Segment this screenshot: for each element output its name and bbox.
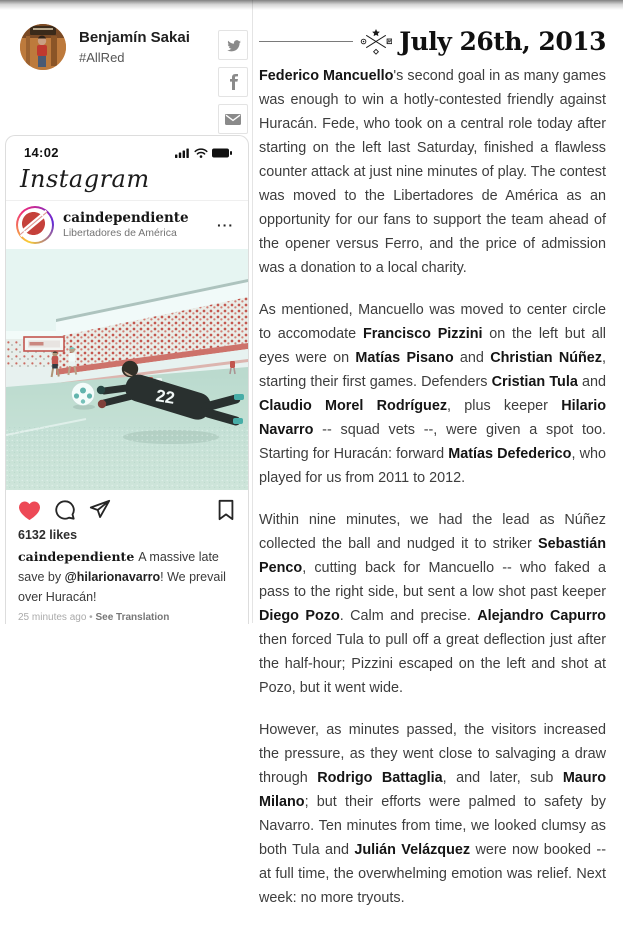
instagram-phone-mockup — [5, 135, 249, 624]
article-paragraph-3: Within nine minutes, we had the lead as Núñez collected the ball and nudged it to striker Sebastián Penco, cutting back for Mancuello -- who faked a pass to the right side, but sent a low shot past keeper Diego Pozo. Calm and precise. Alejandro Capurro then forced Tula to pull off a great deflection just after the half-hour; Pizzini escaped on the left and shot at Pozo, but it went wide. — [259, 512, 606, 696]
share-email-button[interactable] — [218, 104, 248, 134]
share-buttons — [218, 30, 248, 134]
article-date: July 26th, 2013 — [399, 27, 606, 56]
share-facebook-button[interactable] — [218, 67, 248, 97]
post-user-block — [63, 211, 189, 240]
article-paragraph-1: Federico Mancuello's second goal in as many games was enough to win a hotly-contested friendly against Huracán. Fede, who took on a central role today after starting on the left last Saturday, finished a flawless counter attack at just nine minutes of play. The contest was moved to the Libertadores de América as an opportunity for our fans to support the team ahead of the opener versus Ferro, and the price of admission was a donation to a local charity. — [259, 68, 606, 276]
share-twitter-button[interactable] — [218, 30, 248, 60]
story-ring[interactable] — [16, 206, 54, 244]
post-photo[interactable] — [6, 249, 248, 490]
author-name: Benjamín Sakai — [79, 29, 190, 46]
post-location[interactable]: Libertadores de América — [63, 227, 177, 240]
caption-text: A massive late save by @hilarionavarro! We prevail over Huracán! — [18, 550, 226, 604]
instagram-wordmark: Instagram — [20, 165, 150, 193]
comment-icon[interactable] — [54, 499, 76, 521]
post-meta — [6, 607, 248, 623]
battery-icon — [212, 148, 232, 158]
post-username[interactable]: caindependiente — [63, 209, 189, 226]
like-heart-icon[interactable] — [18, 500, 41, 521]
bookmark-icon[interactable] — [216, 499, 236, 521]
meta-separator: • — [89, 612, 93, 623]
status-icons — [175, 148, 232, 158]
ornament-icon — [360, 28, 392, 55]
phone-statusbar — [6, 136, 248, 160]
author-identity — [79, 24, 190, 65]
left-sidebar — [0, 0, 253, 623]
email-icon — [225, 114, 241, 125]
article-column — [259, 0, 606, 928]
divider-rule — [259, 41, 353, 42]
see-translation-link[interactable]: See Translation — [95, 612, 170, 623]
article-paragraph-2: As mentioned, Mancuello was moved to center circle to accomodate Francisco Pizzini on the left but all eyes were on Matías Pisano and Christian Núñez, starting their first games. Defenders Cristian Tula and Claudio Morel Rodríguez, plus keeper Hilario Navarro -- squad vets --, were given a spot too. Starting for Huracán: forward Matías Defederico, who played for us from 2011 to 2012. — [259, 302, 607, 486]
author-handle: #AllRed — [79, 50, 125, 65]
article-paragraph-4: However, as minutes passed, the visitors increased the pressure, as they went close to salvaging a draw through Rodrigo Battaglia, and later, sub Mauro Milano; but their efforts were palmed to safety by Navarro. Ten minutes from time, we looked clumsy as both Tula and Julián Velázquez were now booked -- at full time, the overwhelming emotion was relief. Next week: no more tryouts. — [259, 722, 606, 906]
facebook-icon — [229, 74, 238, 90]
instagram-bottom-nav — [6, 623, 248, 624]
author-avatar — [20, 24, 66, 70]
post-timestamp: 25 minutes ago — [18, 612, 87, 623]
wifi-icon — [194, 148, 208, 158]
caption-username[interactable]: caindependiente — [18, 549, 135, 564]
person-photo-icon — [20, 24, 66, 70]
likes-count[interactable]: 6132 likes — [18, 528, 78, 542]
post-options-icon[interactable]: ··· — [217, 217, 234, 233]
status-time: 14:02 — [24, 145, 59, 160]
share-plane-icon[interactable] — [89, 499, 111, 521]
article-date-row — [259, 27, 606, 56]
post-caption[interactable] — [6, 542, 248, 607]
club-crest-icon — [20, 210, 47, 237]
keeper-number: 22 — [154, 386, 177, 408]
post-actions — [6, 490, 248, 526]
author-profile — [20, 24, 190, 70]
signal-icon — [175, 148, 190, 158]
twitter-icon — [226, 39, 241, 52]
post-header — [6, 201, 248, 249]
